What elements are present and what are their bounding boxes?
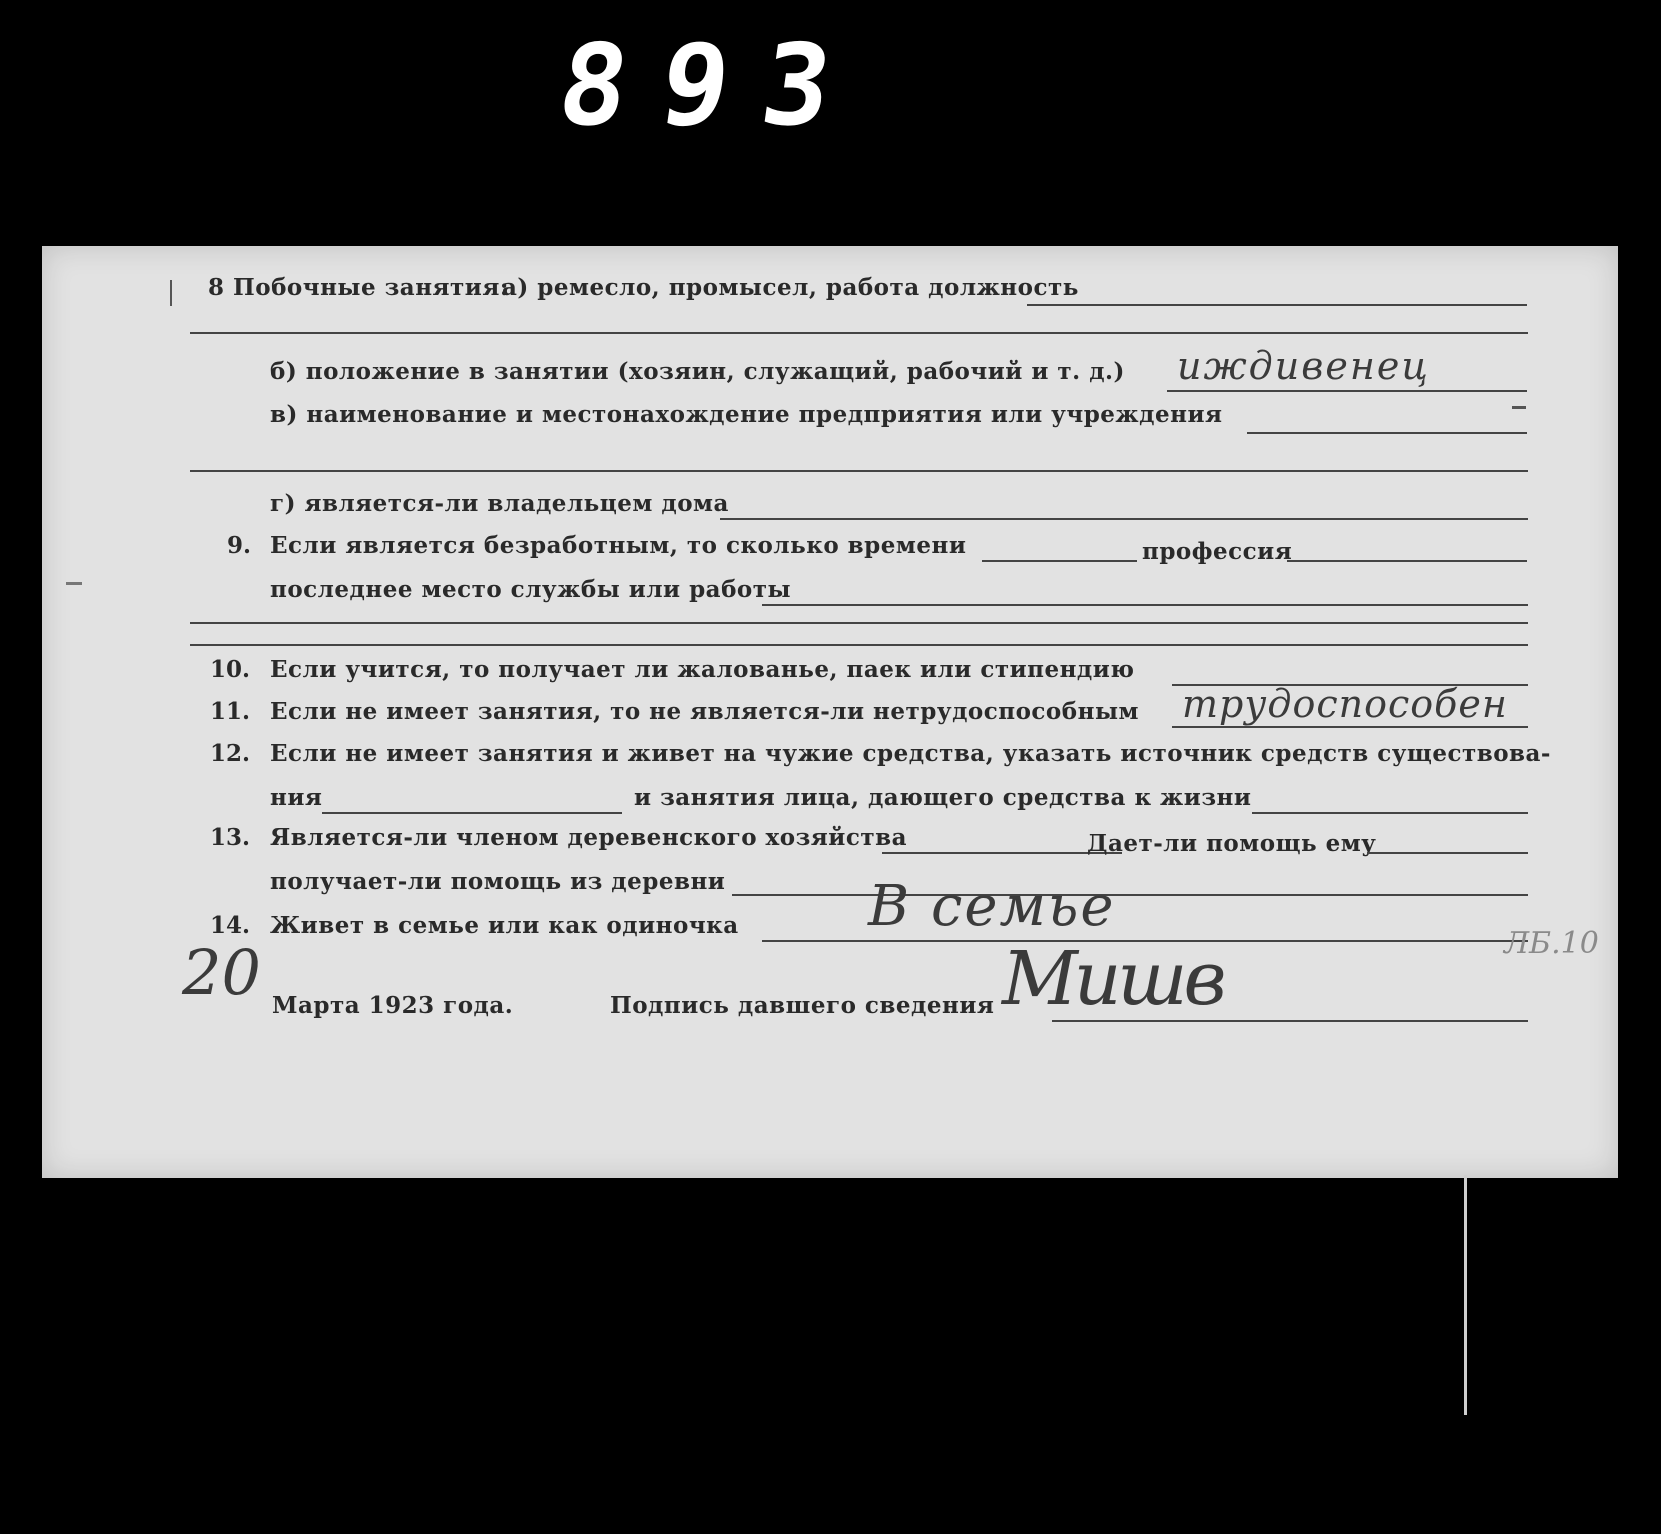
q13b-text: Дает-ли помощь ему (1087, 830, 1377, 857)
outside-mark (66, 582, 82, 585)
q11-line (1172, 726, 1528, 728)
date-day: 20 (182, 936, 261, 1009)
date-text: Марта 1923 года. (272, 992, 514, 1019)
q13b-line (1367, 852, 1528, 854)
q8b-text: б) положение в занятии (хозяин, служащий, рабочий и т. д.) (270, 358, 1125, 385)
q14-text: Живет в семье или как одиночка (270, 912, 739, 939)
q9b-text: профессия (1142, 538, 1293, 565)
q8a-line-2 (190, 332, 1528, 334)
signature-line (1052, 1020, 1528, 1022)
q12c-text: и занятия лица, дающего средства к жизни (634, 784, 1252, 811)
q10-text: Если учится, то получает ли жалованье, паек или стипендию (270, 656, 1135, 683)
q12b-text: ния (270, 784, 323, 811)
margin-dash (1512, 406, 1526, 409)
q13c-line (732, 894, 1528, 896)
frame-number: 893 (550, 21, 874, 151)
q11-answer: трудоспособен (1182, 682, 1508, 726)
signature: Мишв (1002, 936, 1223, 1022)
q8b-answer: иждивенец (1177, 344, 1430, 388)
q10-number: 10. (210, 656, 251, 683)
q8g-line (720, 518, 1528, 520)
q9c-line (762, 604, 1528, 606)
q9b-line (1287, 560, 1527, 562)
q8b-line (1167, 390, 1527, 392)
pin-line (1464, 1175, 1467, 1415)
q12c-line (1252, 812, 1528, 814)
q9c-line-3 (190, 644, 1528, 646)
q11-text: Если не имеет занятия, то не является-ли нетрудоспособным (270, 698, 1139, 725)
q12-number: 12. (210, 740, 251, 767)
q9a-line (982, 560, 1137, 562)
q13-number: 13. (210, 824, 251, 851)
q8a-line (1027, 304, 1527, 306)
q11-number: 11. (210, 698, 251, 725)
q9a-text: Если является безработным, то сколько времени (270, 532, 967, 559)
q14-number: 14. (210, 912, 251, 939)
q8-label: 8 Побочные занятия: (208, 274, 509, 301)
census-card (42, 246, 1618, 1178)
q13a-line (882, 852, 1122, 854)
q13a-text: Является-ли членом деревенского хозяйства (270, 824, 907, 851)
q8v-line (1247, 432, 1527, 434)
q9c-line-2 (190, 622, 1528, 624)
q12b-line (322, 812, 622, 814)
q9c-text: последнее место службы или работы (270, 576, 792, 603)
signature-label: Подпись давшего сведения (610, 992, 995, 1019)
q13c-text: получает-ли помощь из деревни (270, 868, 726, 895)
q8v-text: в) наименование и местонахождение предприятия или учреждения (270, 401, 1223, 428)
q14-answer: В семье (868, 874, 1116, 939)
q12a-text: Если не имеет занятия и живет на чужие средства, указать источник средств существова- (270, 740, 1551, 767)
q8a-text: а) ремесло, промысел, работа должность (502, 274, 1079, 301)
margin-note: ЛБ.10 (1504, 926, 1599, 961)
q9-number: 9. (227, 532, 252, 559)
q8v-line-2 (190, 470, 1528, 472)
q8g-text: г) является-ли владельцем дома (270, 490, 729, 517)
margin-tick (170, 280, 172, 306)
